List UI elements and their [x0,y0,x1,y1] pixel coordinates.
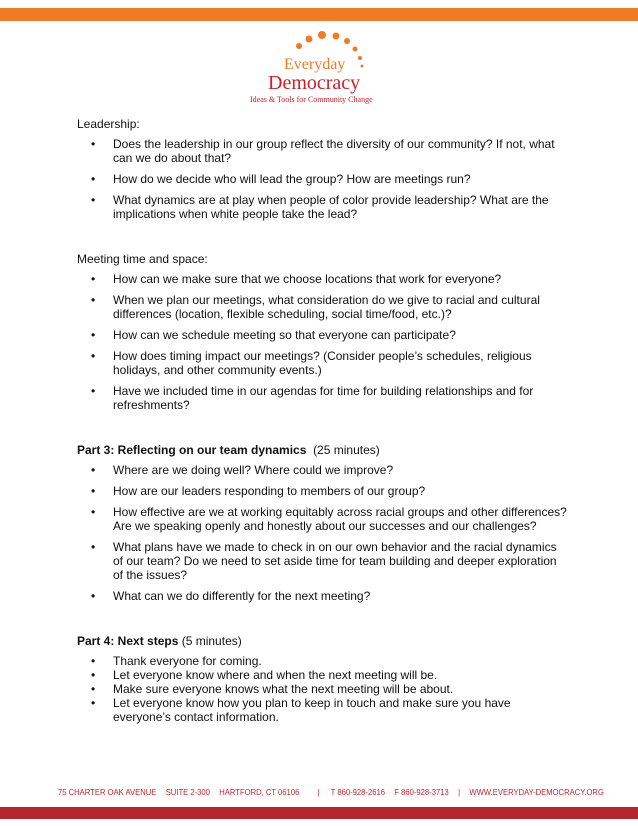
list-item: • Make sure everyone knows what the next meeting will be about. [91,682,454,696]
section-part-4 [77,634,567,724]
list-item: • What can we do differently for the next meeting? [91,589,371,603]
bullet-list [77,654,567,724]
logo-wordmark-democracy: Democracy [268,72,361,94]
bullet-list [77,272,567,412]
logo-dot [333,33,340,40]
list-item: • What dynamics are at play when people of color provide leadership? What are the implications when white people take the lead? [91,193,549,221]
list-item: • How can we make sure that we choose locations that work for everyone? [91,272,502,286]
footer-separator: | [317,787,320,797]
logo-wordmark-everyday: Everyday [284,56,346,73]
list-item: • Have we included time in our agendas for time for building relationships and for refreshments? [91,384,534,412]
bullet-list [77,463,567,603]
footer-suite: SUITE 2-300 [165,787,210,797]
logo-dot [296,43,302,49]
footer-street: 75 CHARTER OAK AVENUE [58,787,157,797]
list-item: • How are our leaders responding to members of our group? [91,484,426,498]
section-part-3 [77,443,567,603]
footer-address [58,787,604,797]
section-heading: Meeting time and space: [77,252,208,266]
logo-dot [353,47,358,52]
footer-phone: T 860-928-2616 [330,787,385,797]
logo-dot [361,65,364,68]
list-item: • What plans have we made to check in on our own behavior and the racial dynamics of our team? Do we need to set aside time for team building and deeper exploration of the issues? [91,540,557,582]
list-item: • Let everyone know where and when the next meeting will be. [91,668,438,682]
document-body [77,117,567,724]
logo [250,30,402,108]
list-item: • How does timing impact our meetings? (Consider people’s schedules, religious holidays, and other community events.) [91,349,532,377]
bullet-list [77,137,567,221]
footer-website: WWW.EVERYDAY-DEMOCRACY.ORG [469,787,604,797]
list-item: • Let everyone know how you plan to keep in touch and make sure you have everyone’s contact information. [91,696,511,724]
logo-dot [306,36,313,43]
logo-tagline: Ideas & Tools for Community Change [250,95,373,104]
bottom-accent-bar [0,807,638,819]
footer-fax: F 860-928-3713 [394,787,449,797]
section-heading: Leadership: [77,117,140,131]
logo-dot [358,56,362,60]
list-item: • When we plan our meetings, what consideration do we give to racial and cultural differences (location, flexible scheduling, social time/food, etc.)? [91,293,540,321]
section-meeting-time-space [77,252,567,412]
section-heading: Part 3: Reflecting on our team dynamics (25 minutes) [77,443,380,457]
section-leadership [77,117,567,221]
list-item: • Does the leadership in our group reflect the diversity of our community? If not, what can we do about that? [91,137,555,165]
list-item: • Thank everyone for coming. [91,654,262,668]
footer-separator: | [458,787,461,797]
list-item: • How effective are we at working equitably across racial groups and other differences? Are we speaking openly and honestly about our successes and our challenges? [91,505,567,533]
list-item: • How can we schedule meeting so that everyone can participate? [91,328,456,342]
top-accent-bar [0,8,638,21]
footer-city: HARTFORD, CT 06106 [219,787,300,797]
section-heading: Part 4: Next steps (5 minutes) [77,634,242,648]
list-item: • Where are we doing well? Where could we improve? [91,463,394,477]
list-item: • How do we decide who will lead the group? How are meetings run? [91,172,471,186]
logo-dot [318,31,326,39]
logo-dot [344,38,350,44]
